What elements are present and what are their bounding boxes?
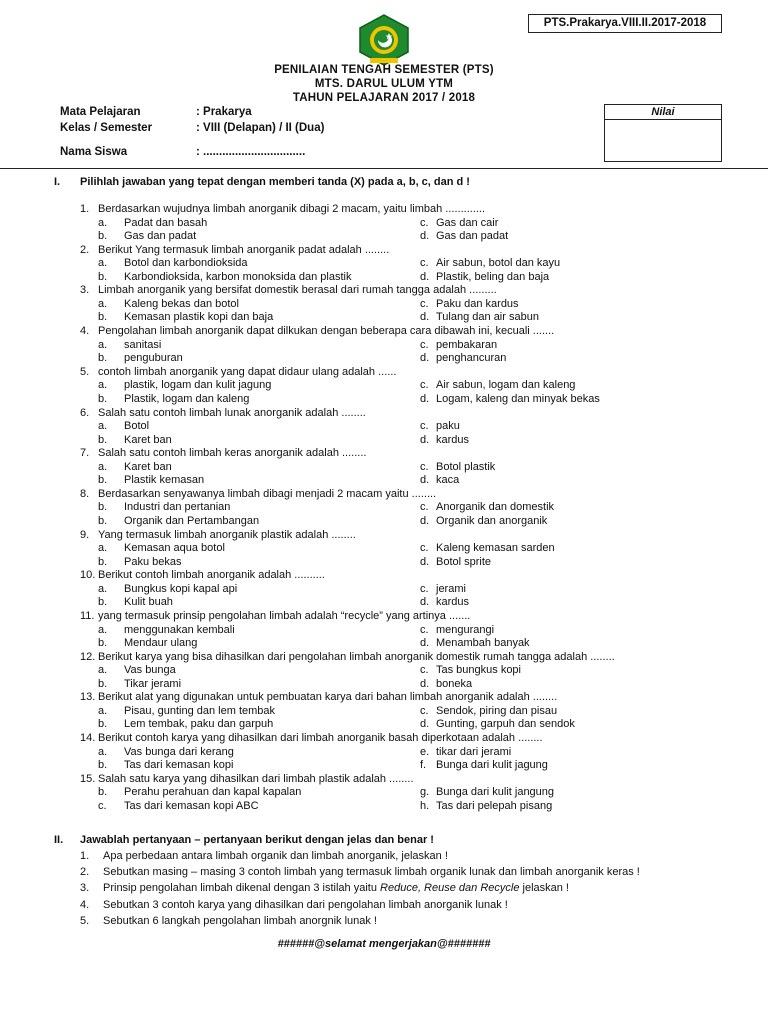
- option-letter[interactable]: c.: [98, 799, 107, 812]
- question-text: Salah satu karya yang dihasilkan dari limbah plastik adalah ........: [98, 772, 414, 785]
- option-letter[interactable]: e.: [420, 745, 430, 758]
- essay-number: 3.: [80, 882, 90, 895]
- option-letter[interactable]: b.: [98, 433, 108, 446]
- essay-question-suffix: jelaskan !: [522, 882, 569, 895]
- option-letter[interactable]: b.: [98, 786, 108, 799]
- question-text: Berikut Yang termasuk limbah anorganik padat adalah ........: [98, 243, 390, 256]
- option-text: Kemasan plastik kopi dan baja: [124, 311, 274, 324]
- option-text: kaca: [436, 474, 460, 487]
- option-letter[interactable]: b.: [98, 759, 108, 772]
- option-letter[interactable]: b.: [98, 270, 108, 283]
- option-text: boneka: [436, 677, 473, 690]
- header-divider: [0, 168, 768, 169]
- option-text: Kemasan aqua botol: [124, 542, 225, 555]
- question-number: 4.: [80, 325, 90, 338]
- option-letter[interactable]: b.: [98, 501, 108, 514]
- option-text: Mendaur ulang: [124, 637, 198, 649]
- option-letter[interactable]: b.: [98, 637, 108, 649]
- option-text: Sendok, piring dan pisau: [436, 704, 558, 717]
- question-text: Limbah anorganik yang bersifat domestik berasal dari rumah tangga adalah .........: [98, 284, 497, 297]
- essay-number: 5.: [80, 914, 90, 927]
- option-text: Vas bunga dari kerang: [124, 745, 234, 758]
- option-letter[interactable]: a.: [98, 542, 108, 555]
- option-text: Tas bungkus kopi: [436, 664, 521, 677]
- option-letter[interactable]: c.: [420, 216, 429, 229]
- option-text: Botol: [124, 420, 150, 432]
- section1-number: I.: [54, 176, 61, 188]
- option-letter[interactable]: b.: [98, 596, 108, 609]
- option-letter[interactable]: a.: [98, 257, 108, 270]
- option-letter[interactable]: a.: [98, 704, 108, 717]
- option-letter[interactable]: b.: [98, 514, 108, 527]
- option-text: penguburan: [124, 352, 183, 365]
- option-text: sanitasi: [124, 338, 162, 351]
- option-letter[interactable]: d.: [420, 637, 430, 649]
- score-box[interactable]: [604, 104, 722, 162]
- option-text: Air sabun, logam dan kaleng: [436, 379, 576, 392]
- option-text: Paku bekas: [124, 555, 182, 568]
- exam-code-box: PTS.Prakarya.VIII.II.2017-2018: [528, 14, 722, 33]
- option-text: Gunting, garpuh dan sendok: [436, 718, 575, 731]
- option-text: jerami: [436, 582, 466, 595]
- question-number: 6.: [80, 406, 90, 419]
- option-text: mengurangi: [436, 623, 495, 636]
- essay-italic-terms: Reduce, Reuse dan Recycle: [380, 882, 520, 895]
- question-text: Salah satu contoh limbah keras anorganik adalah ........: [98, 447, 367, 460]
- option-letter[interactable]: d.: [420, 514, 430, 527]
- essay-number: 1.: [80, 850, 90, 862]
- option-text: Padat dan basah: [124, 216, 208, 229]
- option-text: Botol sprite: [436, 555, 492, 568]
- option-text: Logam, kaleng dan minyak bekas: [436, 392, 600, 405]
- option-text: Organik dan anorganik: [436, 514, 548, 527]
- question-text: Yang termasuk limbah anorganik plastik adalah ........: [98, 528, 356, 541]
- option-letter[interactable]: a.: [98, 216, 108, 229]
- info-value-subject: : Prakarya: [196, 106, 252, 118]
- option-letter[interactable]: c.: [420, 257, 429, 270]
- option-letter[interactable]: a.: [98, 745, 108, 758]
- option-text: Gas dan cair: [436, 216, 499, 229]
- question-text: Berdasarkan senyawanya limbah dibagi menjadi 2 macam yaitu ........: [98, 487, 437, 500]
- question-number: 11.: [80, 610, 95, 622]
- info-label-class: Kelas / Semester: [60, 122, 153, 134]
- option-letter[interactable]: c.: [420, 664, 429, 677]
- score-label: Nilai: [605, 105, 721, 120]
- option-text: Kaleng bekas dan botol: [124, 297, 239, 310]
- question-number: 7.: [80, 447, 90, 460]
- question-text: Salah satu contoh limbah lunak anorganik adalah ........: [98, 406, 366, 419]
- option-text: paku: [436, 420, 460, 432]
- info-label-subject: Mata Pelajaran: [60, 106, 141, 118]
- option-text: plastik, logam dan kulit jagung: [124, 379, 272, 392]
- option-text: Karbondioksida, karbon monoksida dan plastik: [124, 270, 352, 283]
- option-letter[interactable]: c.: [420, 379, 429, 392]
- question-text: Pengolahan limbah anorganik dapat dilkukan dengan beberapa cara dibawah ini, kecuali .......: [98, 325, 555, 338]
- option-letter[interactable]: a.: [98, 460, 108, 473]
- option-letter[interactable]: a.: [98, 582, 108, 595]
- info-value-class: : VIII (Delapan) / II (Dua): [196, 122, 325, 134]
- option-text: pembakaran: [436, 338, 498, 351]
- option-text: Organik dan Pertambangan: [124, 514, 260, 527]
- section1-instruction: Pilihlah jawaban yang tepat dengan memberi tanda (X) pada a, b, c, dan d !: [80, 176, 470, 188]
- option-letter[interactable]: c.: [420, 338, 429, 351]
- info-label-name: Nama Siswa: [60, 146, 128, 158]
- option-letter[interactable]: c.: [420, 582, 429, 595]
- question-number: 9.: [80, 528, 90, 541]
- option-letter[interactable]: h.: [420, 799, 430, 812]
- question-number: 15.: [80, 772, 96, 785]
- option-text: Industri dan pertanian: [124, 501, 231, 514]
- option-letter[interactable]: b.: [98, 392, 108, 405]
- option-text: Karet ban: [124, 433, 172, 446]
- option-text: Gas dan padat: [436, 230, 509, 242]
- question-text: Berikut alat yang digunakan untuk pembuatan karya dari bahan limbah anorganik adalah ........: [98, 691, 558, 704]
- option-letter[interactable]: c.: [420, 460, 429, 473]
- essay-text: [103, 882, 569, 895]
- option-letter[interactable]: b.: [98, 352, 108, 365]
- question-text: Berikut contoh limbah anorganik adalah ..........: [98, 569, 325, 582]
- option-letter[interactable]: a.: [98, 420, 108, 432]
- option-text: Bunga dari kulit jagung: [436, 759, 548, 772]
- academic-year: TAHUN PELAJARAN 2017 / 2018: [292, 92, 476, 104]
- question-number: 14.: [80, 732, 96, 745]
- option-letter[interactable]: d.: [420, 352, 430, 365]
- option-letter[interactable]: a.: [98, 623, 108, 636]
- closing-message: ######@selamat mengerjakan@#######: [277, 938, 491, 950]
- option-letter[interactable]: d.: [420, 392, 430, 405]
- option-letter[interactable]: d.: [420, 596, 430, 609]
- option-letter[interactable]: c.: [420, 420, 429, 432]
- option-text: Tulang dan air sabun: [436, 311, 539, 324]
- option-text: menggunakan kembali: [124, 623, 235, 636]
- essay-question-text: Prinsip pengolahan limbah dikenal dengan 3 istilah yaitu: [103, 882, 377, 895]
- option-text: Anorganik dan domestik: [436, 501, 555, 514]
- option-text: penghancuran: [436, 352, 507, 365]
- question-number: 10.: [80, 569, 96, 582]
- option-text: Bungkus kopi kapal api: [124, 582, 238, 595]
- option-letter[interactable]: g.: [420, 786, 430, 799]
- option-text: Air sabun, botol dan kayu: [436, 257, 561, 270]
- option-letter[interactable]: c.: [420, 623, 429, 636]
- option-letter[interactable]: d.: [420, 677, 430, 690]
- essay-question-text: Sebutkan masing – masing 3 contoh limbah yang termasuk limbah organik lunak dan limbah anorganik keras !: [103, 866, 640, 879]
- question-number: 1.: [80, 203, 90, 215]
- option-letter[interactable]: d.: [420, 474, 430, 487]
- school-name: MTS. DARUL ULUM YTM: [314, 78, 454, 90]
- option-text: Kulit buah: [124, 596, 173, 609]
- option-text: Tas dari pelepah pisang: [436, 799, 553, 812]
- essay-question-text: Sebutkan 6 langkah pengolahan limbah anorgnik lunak !: [103, 914, 377, 927]
- option-letter[interactable]: b.: [98, 677, 108, 690]
- option-text: Paku dan kardus: [436, 297, 519, 310]
- question-text: Berikut contoh karya yang dihasilkan dari limbah anorganik basah diperkotaan adalah ........: [98, 732, 543, 745]
- option-letter[interactable]: b.: [98, 311, 108, 324]
- option-text: Botol plastik: [436, 460, 496, 473]
- question-text: Berdasarkan wujudnya limbah anorganik dibagi 2 macam, yaitu limbah .............: [98, 203, 486, 215]
- option-text: Kaleng kemasan sarden: [436, 542, 555, 555]
- question-number: 2.: [80, 243, 90, 256]
- section2-number: II.: [54, 834, 64, 846]
- essay-text: [103, 850, 448, 863]
- question-text: contoh limbah anorganik yang dapat didaur ulang adalah ......: [98, 365, 397, 378]
- question-text: yang termasuk prinsip pengolahan limbah adalah “recycle” yang artinya .......: [98, 610, 471, 622]
- option-text: Menambah banyak: [436, 637, 530, 649]
- option-text: kardus: [436, 596, 470, 609]
- question-number: 5.: [80, 365, 90, 378]
- essay-text: [103, 899, 508, 912]
- option-text: Perahu perahuan dan kapal kapalan: [124, 786, 302, 799]
- option-letter[interactable]: d.: [420, 555, 430, 568]
- option-letter[interactable]: d.: [420, 433, 430, 446]
- option-text: Plastik, beling dan baja: [436, 270, 550, 283]
- option-letter[interactable]: a.: [98, 338, 108, 351]
- option-text: Tikar jerami: [124, 677, 182, 690]
- option-letter[interactable]: b.: [98, 555, 108, 568]
- option-text: Plastik kemasan: [124, 474, 205, 487]
- option-letter[interactable]: f.: [420, 759, 427, 772]
- exam-title: PENILAIAN TENGAH SEMESTER (PTS): [274, 64, 494, 76]
- essay-text: [103, 915, 377, 928]
- option-letter[interactable]: d.: [420, 718, 430, 731]
- option-letter[interactable]: d.: [420, 311, 430, 324]
- section2-instruction: Jawablah pertanyaan – pertanyaan berikut dengan jelas dan benar !: [80, 834, 434, 846]
- option-text: Pisau, gunting dan lem tembak: [124, 704, 276, 717]
- option-letter[interactable]: c.: [420, 297, 429, 310]
- option-text: Gas dan padat: [124, 230, 197, 242]
- option-text: Tas dari kemasan kopi ABC: [124, 799, 259, 812]
- option-letter[interactable]: a.: [98, 297, 108, 310]
- option-letter[interactable]: c.: [420, 542, 429, 555]
- option-letter[interactable]: d.: [420, 230, 430, 242]
- question-text: Berikut karya yang bisa dihasilkan dari pengolahan limbah anorganik domestik rumah tangga adalah ........: [98, 650, 615, 663]
- option-letter[interactable]: c.: [420, 704, 429, 717]
- option-text: Plastik, logam dan kaleng: [124, 392, 250, 405]
- question-number: 3.: [80, 284, 90, 297]
- essay-question-text: Sebutkan 3 contoh karya yang dihasilkan dari pengolahan limbah anorganik lunak !: [103, 898, 508, 911]
- madrasah-logo-icon: [356, 14, 412, 66]
- option-text: Bunga dari kulit jangung: [436, 786, 555, 799]
- question-number: 8.: [80, 487, 90, 500]
- option-letter[interactable]: a.: [98, 664, 108, 677]
- option-text: Botol dan karbondioksida: [124, 257, 248, 270]
- question-number: 13.: [80, 691, 96, 704]
- essay-number: 4.: [80, 898, 90, 911]
- essay-question-text: Apa perbedaan antara limbah organik dan limbah anorganik, jelaskan !: [103, 850, 448, 862]
- option-text: tikar dari jerami: [436, 745, 512, 758]
- option-letter[interactable]: c.: [420, 501, 429, 514]
- option-letter[interactable]: b.: [98, 474, 108, 487]
- essay-text: [103, 866, 640, 879]
- option-letter[interactable]: b.: [98, 718, 108, 731]
- essay-number: 2.: [80, 866, 90, 879]
- student-name-field[interactable]: : ................................: [196, 146, 306, 158]
- option-text: Vas bunga: [124, 664, 176, 677]
- option-text: kardus: [436, 433, 470, 446]
- question-number: 12.: [80, 650, 96, 663]
- option-letter[interactable]: b.: [98, 230, 108, 242]
- option-text: Karet ban: [124, 460, 172, 473]
- option-text: Lem tembak, paku dan garpuh: [124, 718, 274, 731]
- option-text: Tas dari kemasan kopi: [124, 759, 234, 772]
- option-letter[interactable]: a.: [98, 379, 108, 392]
- option-letter[interactable]: d.: [420, 270, 430, 283]
